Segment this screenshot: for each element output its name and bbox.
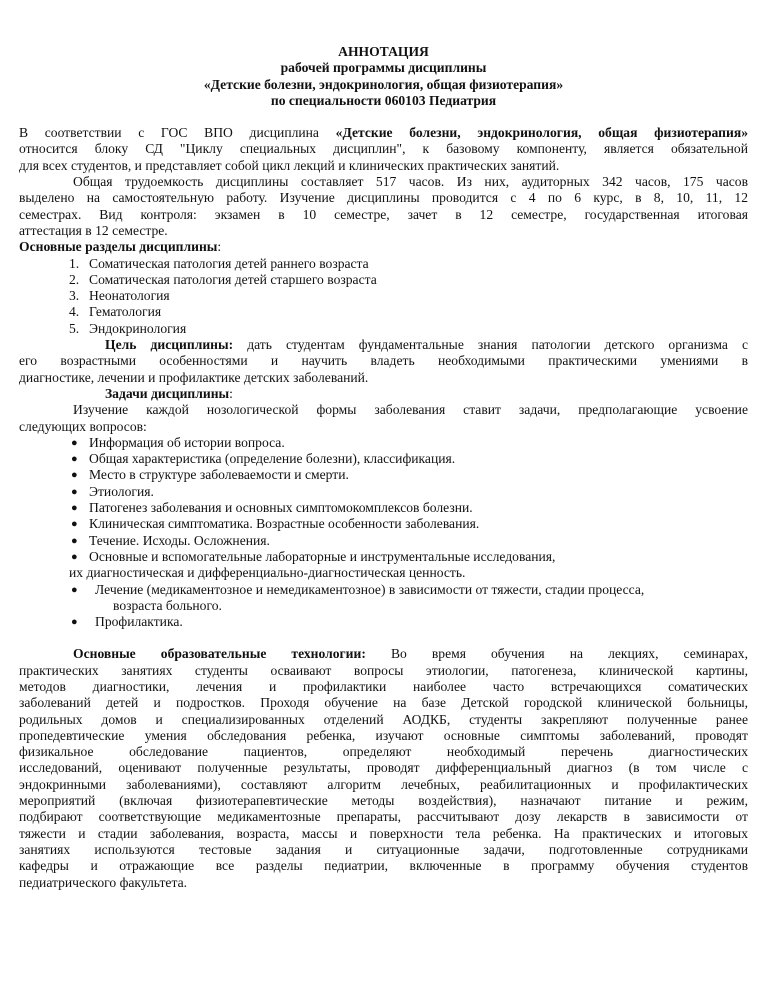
- technologies-title: Основные образовательные технологии:: [73, 646, 366, 662]
- workload-line: аттестация в 12 семестре.: [19, 222, 168, 238]
- list-item: 1. Соматическая патология детей раннего возраста: [69, 255, 369, 271]
- list-item: ● Профилактика.: [71, 614, 183, 630]
- header-subtitle: рабочей программы дисциплины: [280, 60, 487, 76]
- goal-line: диагностике, лечении и профилактике детских заболеваний.: [19, 369, 369, 385]
- list-item: 3. Неонатология: [69, 288, 170, 304]
- intro-discipline-name: «Детские болезни, эндокринология, общая физиотерапия»: [335, 125, 748, 141]
- tasks-heading: Задачи дисциплины:: [105, 385, 233, 401]
- list-item-continuation: их диагностическая и дифференциально-диагностическая ценность.: [69, 565, 466, 581]
- document-header: [19, 44, 748, 109]
- list-item: ● Клиническая симптоматика. Возрастные особенности заболевания.: [71, 516, 480, 532]
- goal-paragraph: [19, 337, 748, 386]
- list-item: ● Место в структуре заболеваемости и смерти.: [71, 467, 349, 483]
- sections-list: [19, 256, 748, 337]
- workload-line: Общая трудоемкость дисциплины составляет 517 часов. Из них, аудиторных 342 часов, 175 часов: [73, 174, 748, 190]
- list-item: 4. Гематология: [69, 304, 162, 320]
- intro-paragraph: [19, 125, 748, 174]
- intro-line: относится блоку СД "Циклу специальных дисциплин", к базовому компоненту, является обязательной: [19, 141, 748, 157]
- list-item: ● Общая характеристика (определение болезни), классификация.: [71, 451, 456, 467]
- header-discipline: «Детские болезни, эндокринология, общая физиотерапия»: [203, 76, 564, 92]
- list-item: ● Течение. Исходы. Осложнения.: [71, 532, 270, 548]
- goal-line: его возрастными особенностями и научить владеть необходимыми практическими умениями в: [19, 353, 748, 369]
- sections-heading: Основные разделы дисциплины:: [19, 239, 222, 255]
- list-item: ● Этиология.: [71, 483, 154, 499]
- workload-line: семестрах. Вид контроля: экзамен в 10 семестре, зачет в 12 семестре, государственная итоговая: [19, 206, 748, 222]
- workload-line: выделено на самостоятельную работу. Изучение дисциплины проводится с 4 по 6 курс, в 8, 10, 11, 12: [19, 190, 748, 206]
- list-item: 5. Эндокринология: [69, 320, 187, 336]
- goal-title: Цель дисциплины:: [105, 337, 234, 353]
- intro-text: В соответствии с ГОС ВПО дисциплина: [19, 125, 336, 141]
- list-item: ● Патогенез заболевания и основных симптомокомплексов болезни.: [71, 500, 473, 516]
- workload-paragraph: [19, 174, 748, 239]
- header-specialty: по специальности 060103 Педиатрия: [270, 92, 497, 108]
- goal-text: дать студентам фундаментальные знания патологии детского организма с: [233, 337, 748, 353]
- intro-line: для всех студентов, и представляет собой цикл лекций и клинических практических занятий.: [19, 157, 560, 173]
- header-title: АННОТАЦИЯ: [338, 44, 429, 59]
- tasks-list-extra: [19, 582, 748, 631]
- list-item: ● Основные и вспомогательные лабораторные и инструментальные исследования,: [71, 548, 556, 564]
- tasks-intro: Изучение каждой нозологической формы заболевания ставит задачи, предполагающие усвоение следующих вопросов:: [19, 402, 748, 434]
- tasks-list: [19, 435, 748, 565]
- list-item: ● Лечение (медикаментозное и немедикаментозное) в зависимости от тяжести, стадии процесса, возраста больного.: [71, 581, 645, 613]
- list-item: ● Информация об истории вопроса.: [71, 434, 285, 450]
- list-item: 2. Соматическая патология детей старшего возраста: [69, 271, 377, 287]
- technologies-paragraph: Основные образовательные технологии: Во время обучения на лекциях, семинарах, практических занятиях студенты осваивают вопросы этиологии, патогенеза, клинической картины, методов диагностики, лечения и профилактики наиболее часто встречающихся соматических заболеваний детей и подростков. Проходя обучение на базе Детской городской клинической больницы, родильных домов и специализированных отделений АОДКБ, студенты закрепляют полученные ранее пропедевтические умения обследования ребенка, изучают основные симптомы заболеваний, проводят физикальное обследование пациентов, определяют необходимый перечень диагностических исследований, оценивают полученные результаты, проводят дифференциальный диагноз (в том числе с эндокринными заболеваниями), составляют алгоритм лечебных, реабилитационных и профилактических мероприятий (включая физиотерапевтические методы воздействия), назначают питание и режим, подбирают соответствующие медикаментозные препараты, рассчитывают дозу лекарств в зависимости от тяжести и стадии заболевания, возраста, массы и поверхности тела ребенка. На практических и итоговых занятиях используются тестовые задания и ситуационные задачи, подготовленные сотрудниками кафедры и отражающие все разделы педиатрии, включенные в программу обучения студентов педиатрического факультета.: [19, 646, 748, 890]
